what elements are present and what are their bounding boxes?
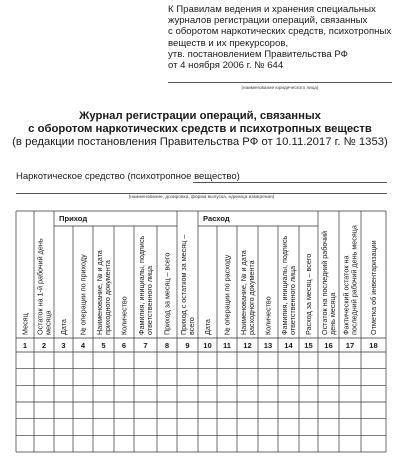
column-number: 3 (61, 341, 66, 350)
column-header-line: всего (187, 317, 196, 335)
column-header-line: № операции по расходу (222, 254, 232, 335)
column-number: 5 (101, 341, 106, 350)
title-line-1: Журнал регистрации операций, связанных (79, 110, 321, 122)
column-header-line: Количество (263, 296, 273, 335)
column-number: 2 (41, 341, 47, 350)
column-header-line: приходного документа (103, 260, 112, 335)
column-number: 18 (369, 341, 378, 350)
decree-line: утв. постановлением Правительства РФ (168, 48, 348, 60)
column-header-line: месяца (43, 310, 53, 335)
column-header-line: расходного документа (247, 260, 256, 335)
column-header-line: ответственного лица (288, 265, 297, 335)
column-number: 15 (304, 341, 313, 350)
column-header-line: Дата (59, 319, 68, 335)
column-header-line: Расход за месяц – всего (304, 253, 313, 335)
column-header-line: № операции по приходу (78, 254, 88, 335)
decree-line: К Правилам ведения и хранения специальных (168, 4, 376, 15)
legal-entity-caption: (наименование юридического лица) (241, 85, 319, 90)
column-number: 7 (143, 341, 148, 350)
title-line-2: с оборотом наркотических средств и психотропных веществ (28, 123, 372, 136)
column-header-line: Месяц (20, 313, 30, 335)
column-number: 10 (203, 341, 212, 350)
column-header-line: последний рабочий день месяца (349, 225, 359, 335)
column-header-line: Дата (203, 319, 212, 335)
column-number: 14 (284, 341, 293, 350)
column-header-line: Остаток на 1-й рабочий день (35, 238, 45, 335)
decree-line: с оборотом наркотических средств, психотропных (168, 26, 392, 38)
column-header-line: Наименование, № и дата (239, 250, 248, 335)
column-header-line: Фактический остаток на (341, 255, 351, 335)
column-number: 13 (263, 341, 273, 350)
column-header-line: Отметка об инвентаризации (369, 240, 378, 335)
column-number: 9 (185, 341, 190, 350)
column-number: 1 (22, 341, 28, 350)
column-number: 4 (80, 341, 86, 350)
substance-label: Наркотическое средство (психотропное вещество) (16, 171, 240, 182)
column-number: 17 (345, 341, 355, 350)
column-header-line: Количество (119, 296, 129, 335)
column-header-line: Приход с остатком за месяц – (179, 234, 188, 335)
column-number: 6 (121, 341, 127, 350)
column-header-line: Остаток на последний рабочий (320, 231, 329, 335)
column-number: 16 (324, 341, 333, 350)
column-header-line: день месяца (328, 292, 337, 335)
column-number: 12 (243, 341, 252, 350)
column-number: 11 (222, 341, 232, 350)
decree-line: журналов регистрации операций, связанных (168, 15, 368, 27)
column-header-line: ответственного лица (145, 265, 154, 335)
column-header-line: Фамилия, инициалы, подпись (137, 235, 146, 335)
substance-caption: (наименование, дозировка, форма выпуска, единица измерения) (128, 195, 275, 200)
column-header-line: Приход за месяц – всего (162, 252, 172, 335)
column-header-line: Наименование, № и дата (95, 250, 104, 335)
income-group-header: Приход (59, 214, 88, 223)
decree-line: веществ и их прекурсоров, (168, 37, 289, 49)
title-line-3: (в редакции постановления Правительства РФ от 10.11.2017 г. № 1353) (12, 136, 388, 149)
column-header-line: Фамилия, инициалы, подпись (280, 235, 289, 335)
expense-group-header: Расход (203, 214, 230, 223)
column-number: 8 (164, 341, 170, 350)
decree-line: от 4 ноября 2006 г. № 644 (168, 60, 284, 72)
